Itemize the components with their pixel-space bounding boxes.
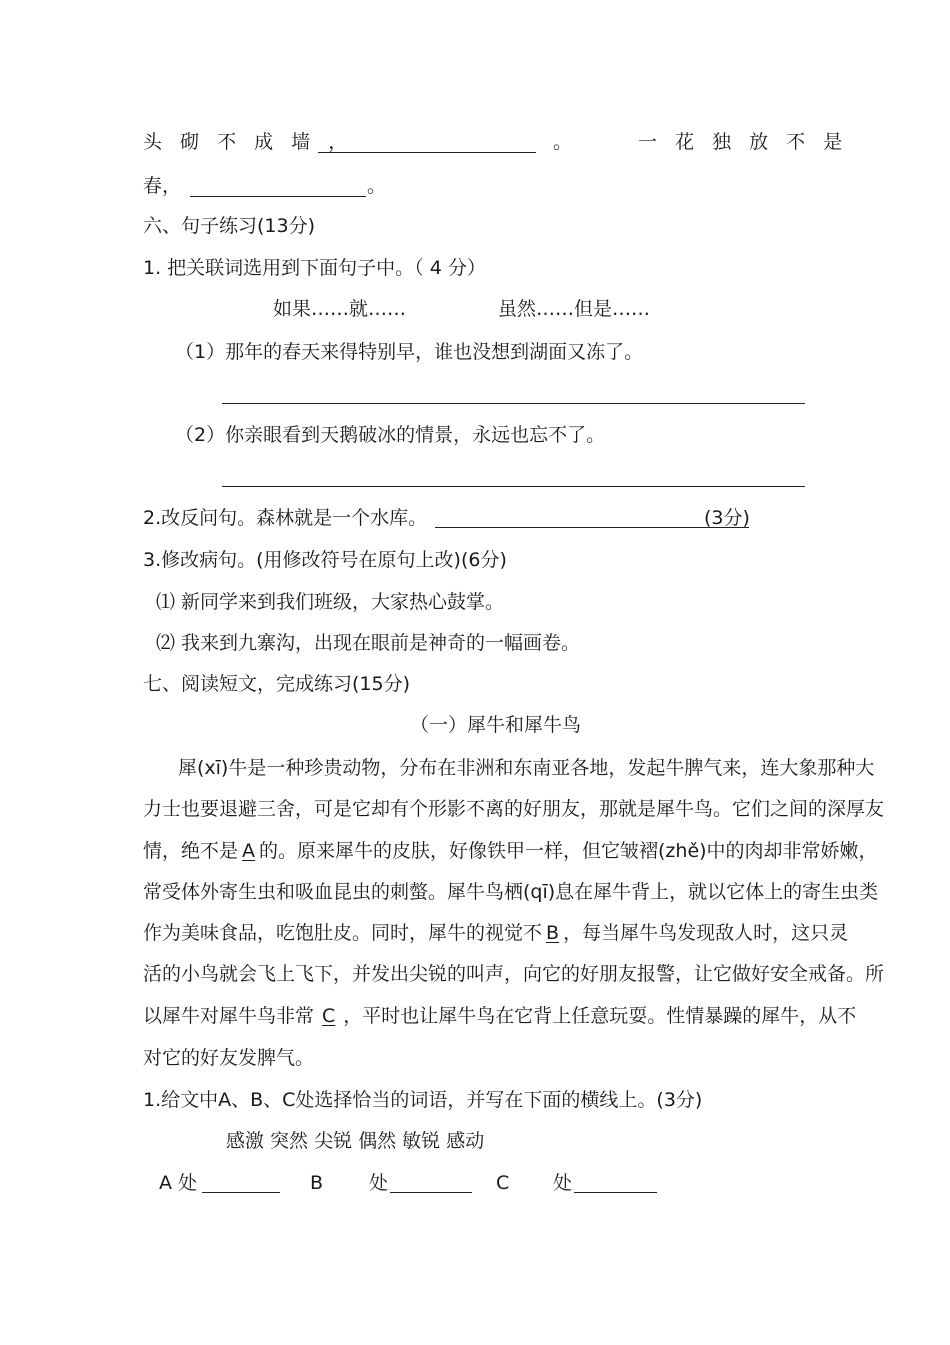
s6-q1-answer-line-2[interactable]: [222, 486, 805, 487]
passage-line-5: [143, 921, 848, 945]
passage-line-3a: 情，绝不是: [143, 840, 239, 862]
passage-line-8: 对它的好友发脾气。: [143, 1047, 315, 1069]
passage-line-4: 常受体外寄生虫和吸血昆虫的刺螫。犀牛鸟栖(qī)息在犀牛背上，就以它体上的寄生虫类: [143, 881, 879, 903]
s6-q3-prompt: 3.修改病句。(用修改符号在原句上改)(6分): [143, 549, 507, 571]
answer-blank-c[interactable]: [574, 1174, 657, 1193]
s6-q1-sentence2: （2）你亲眼看到天鹅破冰的情景，永远也忘不了。: [175, 424, 606, 446]
poem-line1-end: 一 花 独 放 不 是: [638, 131, 849, 153]
answer-label-c-suffix: 处: [553, 1172, 573, 1194]
passage-line-3b: 的。原来犀牛的皮肤，好像铁甲一样，但它皱褶(zhě)中的肉却非常娇嫩，: [259, 840, 878, 862]
section7-title: 七、阅读短文，完成练习(15分): [143, 673, 411, 695]
passage-blank-b[interactable]: B: [546, 922, 560, 944]
passage-line-2: 力士也要退避三舍，可是它却有个形影不离的好朋友，那就是犀牛鸟。它们之间的深厚友: [143, 798, 885, 820]
passage-blank-a[interactable]: A: [242, 840, 256, 862]
answer-label-b: B: [310, 1172, 324, 1194]
passage-line-7a: 以犀牛对犀牛鸟非常: [143, 1005, 315, 1027]
s6-q2-answer-line[interactable]: [435, 527, 749, 528]
s6-q3-sentence2: ⑵ 我来到九寨沟，出现在眼前是神奇的一幅画卷。: [156, 632, 581, 654]
poem-line2-start: 春，: [143, 175, 182, 197]
s7-q1-word-bank: 感激 突然 尖锐 偶然 敏锐 感动: [226, 1130, 485, 1152]
s6-q1-option2: 虽然……但是……: [498, 298, 651, 320]
poem-line2-period: 。: [367, 175, 387, 197]
answer-label-a: A 处: [159, 1172, 198, 1194]
passage-line-7: [143, 1004, 856, 1028]
passage-line-1: 犀(xī)牛是一种珍贵动物，分布在非洲和东南亚各地，发起牛脾气来，连大象那种大: [178, 757, 875, 779]
answer-blank-a[interactable]: [202, 1174, 280, 1193]
poem-blank-1[interactable]: [318, 134, 536, 153]
section6-title: 六、句子练习(13分): [143, 215, 316, 237]
poem-line1-period: 。: [553, 131, 573, 153]
s6-q1-sentence1: （1）那年的春天来得特别早，谁也没想到湖面又冻了。: [175, 341, 644, 363]
s6-q2-prompt: 2.改反问句。森林就是一个水库。: [143, 507, 428, 529]
passage-line-5a: 作为美味食品，吃饱肚皮。同时，犀牛的视觉不: [143, 922, 543, 944]
poem-blank-2[interactable]: [190, 178, 366, 197]
answer-label-b-suffix: 处: [369, 1172, 389, 1194]
passage-line-3: [143, 839, 878, 863]
s6-q1-option1: 如果……就……: [273, 298, 407, 320]
answer-blank-b[interactable]: [390, 1174, 472, 1193]
passage-blank-c[interactable]: C: [322, 1005, 336, 1027]
answer-label-c: C: [496, 1172, 510, 1194]
poem-line1-start: 头 砌 不 成 墙 ，: [143, 131, 354, 153]
s6-q1-answer-line-1[interactable]: [222, 403, 805, 404]
s6-q1-prompt: 1. 把关联词选用到下面句子中。（ 4 分）: [143, 257, 486, 279]
passage-line-5b: ，每当犀牛鸟发现敌人时，这只灵: [563, 922, 849, 944]
passage-line-7b: ，平时也让犀牛鸟在它背上任意玩耍。性情暴躁的犀牛，从不: [343, 1005, 857, 1027]
s6-q3-sentence1: ⑴ 新同学来到我们班级，大家热心鼓掌。: [156, 591, 505, 613]
passage-line-6: 活的小鸟就会飞上飞下，并发出尖锐的叫声，向它的好朋友报警，让它做好安全戒备。所: [143, 963, 885, 985]
s7-q1-prompt: 1.给文中A、B、C处选择恰当的词语，并写在下面的横线上。(3分): [143, 1089, 703, 1111]
passage-title: （一）犀牛和犀牛鸟: [410, 714, 582, 736]
s6-q2-score: (3分): [704, 507, 750, 529]
